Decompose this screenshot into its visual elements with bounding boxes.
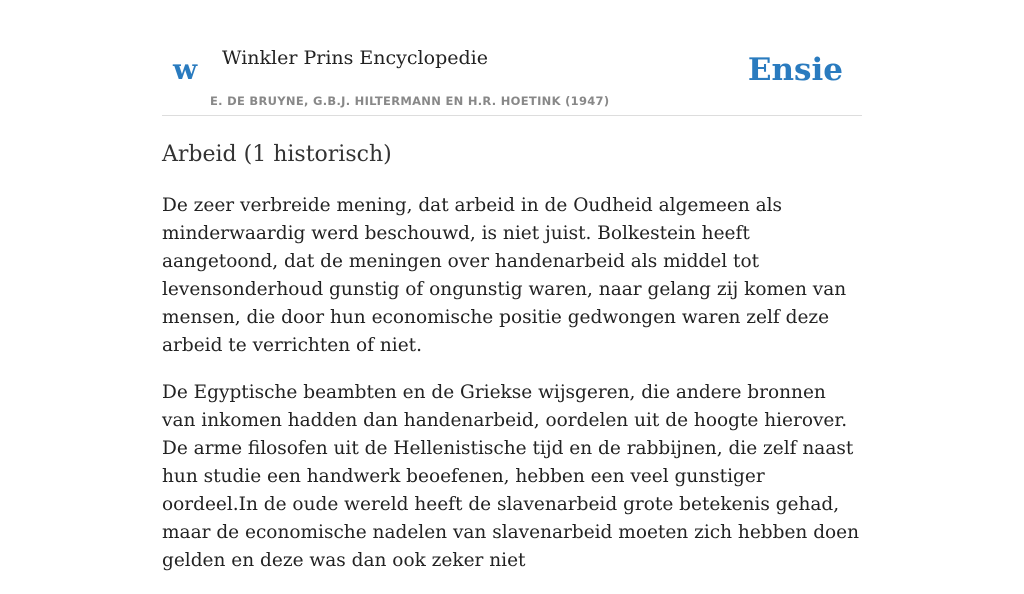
wp-logo-icon[interactable]: w xyxy=(173,53,198,86)
brand-logo[interactable]: Ensie xyxy=(747,52,843,88)
authors-line: E. DE BRUYNE, G.B.J. HILTERMANN EN H.R. HOETINK (1947) xyxy=(210,94,610,108)
article-body xyxy=(162,192,862,594)
paragraph-1: De zeer verbreide mening, dat arbeid in de Oudheid algemeen als minderwaardig werd beschouwd, is niet juist. Bolkestein heeft aangetoond, dat de meningen over handenarbeid als middel tot levensonderhoud gunstig of ongunstig waren, naar gelang zij komen van mensen, die door hun economische positie gedwongen waren zelf deze arbeid te verrichten of niet. xyxy=(162,195,847,356)
paragraph-2: De Egyptische beambten en de Griekse wijsgeren, die andere bronnen van inkomen hadden dan handenarbeid, oordelen uit de hoogte hierover. De arme filosofen uit de Hellenistische tijd en de rabbijnen, die zelf naast hun studie een handwerk beoefenen, hebben een veel gunstiger oordeel.In de oude wereld heeft de slavenarbeid grote betekenis gehad, maar de economische nadelen van slavenarbeid moeten zich hebben doen gelden en deze was dan ook zeker niet xyxy=(162,382,860,571)
article-title: Arbeid (1 historisch) xyxy=(162,142,392,167)
site-title[interactable]: Winkler Prins Encyclopedie xyxy=(222,47,488,69)
header xyxy=(162,40,862,116)
